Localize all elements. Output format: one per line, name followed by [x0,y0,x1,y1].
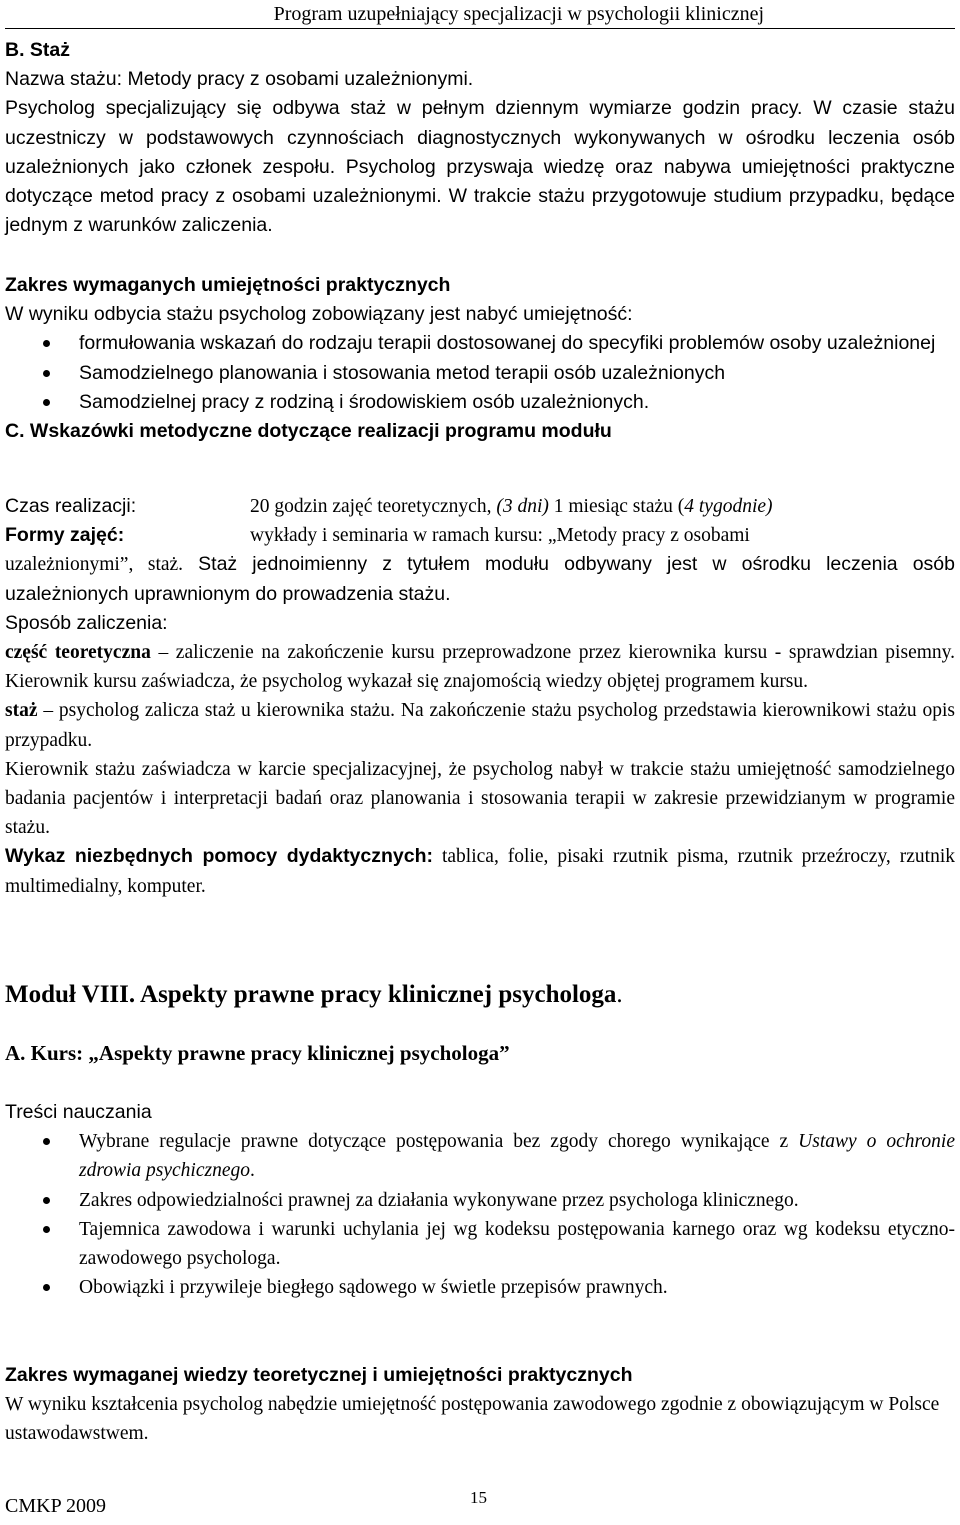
staz-heading: B. Staż [5,39,71,61]
formy-value: wykłady i seminaria w ramach kursu: „Metody pracy z osobami [250,525,750,547]
formy-row [5,521,955,550]
bullet-icon [43,1226,50,1233]
czas-row [5,492,955,521]
list-item [5,388,955,417]
tresci-heading: Treści nauczania [5,1101,152,1123]
section-realization [5,492,955,901]
list-item: Wybrane regulacje prawne dotyczące postępowania bez zgody chorego wynikające z Ustawy o ochronie zdrowia psychicznego. [5,1127,955,1185]
list-item [5,359,955,388]
module-title: Moduł VIII. Aspekty prawne pracy klinicznej psychologa. [5,981,623,1008]
list-item: Zakres odpowiedzialności prawnej za działania wykonywane przez psychologa klinicznego. [5,1186,955,1215]
kurs-title: A. Kurs: „Aspekty prawne pracy klinicznej psychologa” [5,1041,510,1065]
zakres-wiedzy-heading: Zakres wymaganej wiedzy teoretycznej i umiejętności praktycznych [5,1364,633,1386]
sposob-heading: Sposób zaliczenia: [5,611,168,634]
section-staz [5,36,955,240]
zakres-wiedzy-section [5,1361,955,1449]
tresci-section [5,1098,955,1302]
skills-heading: Zakres wymaganych umiejętności praktycznych [5,274,451,296]
bullet-icon [43,370,50,377]
staz-name-line: Nazwa stażu: Metody pracy z osobami uzależnionymi. [5,68,474,91]
bullet-icon [43,1138,50,1145]
czas-label: Czas realizacji: [5,495,137,517]
staz-paragraph: Psycholog specjalizujący się odbywa staż w pełnym dziennym wymiarze godzin pracy. W czasie stażu uczestniczy w podstawowych czynnościach diagnostycznych wykonywanych w ośrodku leczenia osób uzależnionych jako członek zespołu. Psycholog przyswaja wiedzę oraz nabywa umiejętności praktyczne dotyczące metod pracy z osobami uzależnionymi. W trakcie stażu przygotowuje studium przypadku, będące jednym z warunków zaliczenia. [5,97,955,237]
list-item-text: Samodzielnej pracy z rodziną i środowiskiem osób uzależnionych. [79,390,650,413]
list-item: Obowiązki i przywileje biegłego sądowego w świetle przepisów prawnych. [5,1273,955,1302]
running-header: Program uzupełniający specjalizacji w psychologii klinicznej [273,3,764,25]
skills-intro: W wyniku odbycia stażu psycholog zobowiązany jest nabyć umiejętność: [5,303,633,326]
formy-label: Formy zajęć: [5,524,125,547]
bullet-icon [43,399,50,406]
section-skills [5,271,955,446]
list-item: Tajemnica zawodowa i warunki uchylania jej wg kodeksu postępowania karnego oraz wg kodeksu etyczno-zawodowego psychologa. [5,1215,955,1273]
skills-list [5,329,955,417]
bullet-icon [43,1284,50,1291]
bullet-icon [43,1197,50,1204]
staz-zaliczenie: staż – psycholog zalicza staż u kierownika stażu. Na zakończenie stażu psycholog przedstawia kierownikowi stażu opis przypadku. [5,700,955,751]
kurs-section [5,1039,955,1068]
page-number: 15 [470,1488,487,1507]
list-item [5,329,955,358]
header-rule [5,28,955,29]
list-item-text: Samodzielnego planowania i stosowania metod terapii osób uzależnionych [79,361,726,384]
kierownik-paragraph: Kierownik stażu zaświadcza w karcie specjalizacyjnej, że psycholog nabył w trakcie stażu umiejętność samodzielnego badania pacjentów i interpretacji badań oraz planowania i stosowania terapii w zakresie przewidzianym w programie stażu. [5,758,955,839]
czas-value: 20 godzin zajęć teoretycznych, (3 dni) 1 miesiąc stażu (4 tygodnie) [250,496,773,517]
wykaz-paragraph: Wykaz niezbędnych pomocy dydaktycznych: tablica, folie, pisaki rzutnik pisma, rzutnik przeźroczy, rzutnik multimedialny, komputer. [5,845,955,897]
tresci-list [5,1127,955,1302]
list-item-text: formułowania wskazań do rodzaju terapii dostosowanej do specyfiki problemów osoby uzależnionej [79,332,936,355]
footer-org: CMKP 2009 [5,1495,106,1517]
formy-continuation: uzależnionymi”, staż. Staż jednoimienny z tytułem modułu odbywany jest w ośrodku leczenia osób uzależnionych uprawnionym do prowadzenia stażu. [5,553,955,605]
zakres-wiedzy-text: W wyniku kształcenia psycholog nabędzie umiejętność postępowania zawodowego zgodnie z obowiązującym w Polsce ustawodawstwem. [5,1394,940,1445]
bullet-icon [43,340,50,347]
methodology-heading: C. Wskazówki metodyczne dotyczące realizacji programu modułu [5,420,612,443]
czesc-teoretyczna: część teoretyczna – zaliczenie na zakończenie kursu przeprowadzone przez kierownika kursu - sprawdzian pisemny. Kierownik kursu zaświadcza, że psycholog wykazał się znajomością wiedzy objętej programem kursu. [5,642,955,693]
